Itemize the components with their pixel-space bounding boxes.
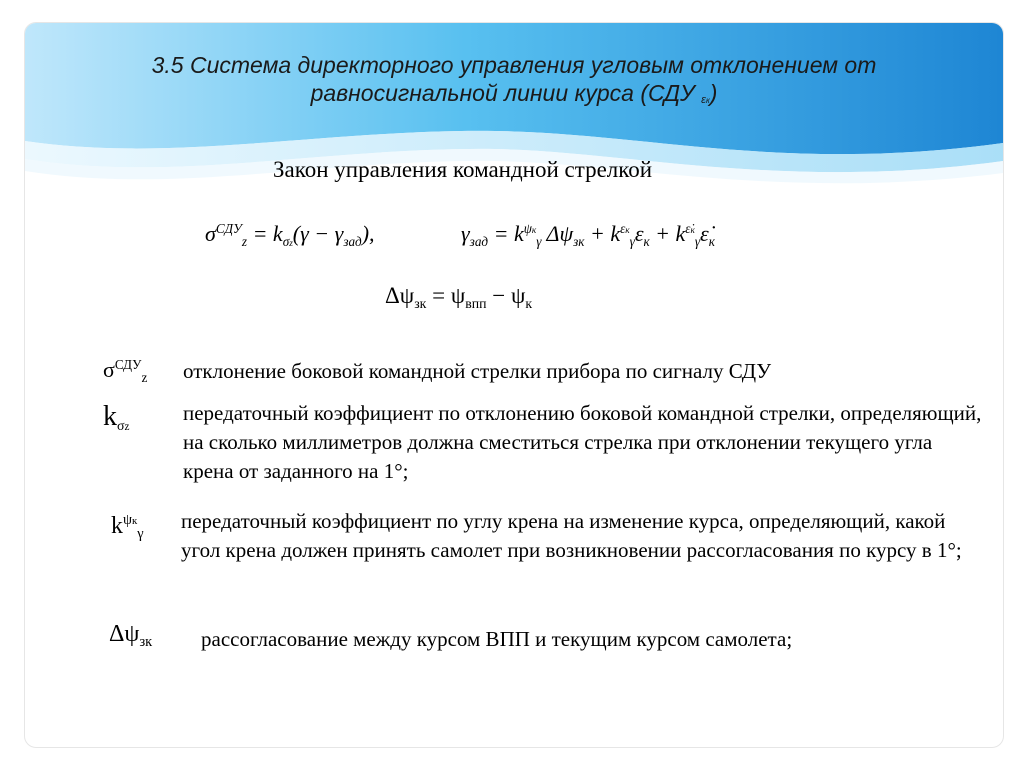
f1-sigma-sub: z <box>241 233 248 249</box>
f2-zad: зад <box>469 233 489 249</box>
def2-sym-main: k <box>103 401 117 432</box>
definition-text-sigma: отклонение боковой командной стрелки прибора по сигналу СДУ <box>183 359 772 383</box>
f2-k1-sup-sub: к <box>531 225 537 236</box>
f2-gamma: γ <box>461 221 470 246</box>
f2-k1-sup: ψ <box>523 221 532 237</box>
f2-k3-sup: ε̇ <box>685 221 691 237</box>
f3-minus: − ψ <box>486 283 526 308</box>
f1-sigma: σ <box>205 221 216 246</box>
f1-eq: = <box>247 221 273 246</box>
formula-delta-psi <box>385 283 532 309</box>
def1-sym-main: σ <box>103 357 115 382</box>
title-close-paren: ) <box>709 80 718 106</box>
f2-eps-dot: ε̇ <box>700 221 709 246</box>
f2-k3-sub: γ <box>694 233 701 249</box>
f2-plus2: + <box>649 221 676 246</box>
definition-symbol-sigma <box>103 357 147 383</box>
f2-k2-sup: ε <box>620 221 626 237</box>
f1-sigma-sup: СДУ <box>215 221 242 237</box>
definition-symbol-k-sigma <box>103 401 130 433</box>
f2-dpsi: Δψ <box>541 221 574 246</box>
def3-sym-sup: ψ <box>123 512 133 529</box>
definition-text-k-sigma: передаточный коэффициент по отклонению боковой командной стрелки, определяющий, на сколько миллиметров должна сместиться стрелка при отклонении текущего угла крена от заданного на 1°; <box>183 401 982 483</box>
def2-sym-sub-sigma: σ <box>117 418 125 434</box>
f2-eps-sub: к <box>643 233 650 249</box>
f2-eq: = <box>488 221 514 246</box>
title-line-2 <box>65 79 963 115</box>
definition-symbol-delta-psi <box>109 621 153 651</box>
def3-sym-sub: γ <box>137 526 144 543</box>
slide-title <box>65 51 963 115</box>
f1-k-sub-z: z <box>289 237 293 248</box>
f2-k3-sup-sub: к <box>690 225 695 236</box>
definition-text-k-gamma: передаточный коэффициент по углу крена на изменение курса, определяющий, какой угол крена должен принять самолет при возникновении рассогласования по курсу в 1°; <box>181 509 962 562</box>
f2-dpsi-sub: зк <box>573 233 585 249</box>
definition-text-delta-psi: рассогласование между курсом ВПП и текущим курсом самолета; <box>201 627 793 651</box>
formula-gamma-zad <box>461 221 715 247</box>
title-line-2-text: равносигнальной линии курса (СДУ <box>310 80 702 106</box>
f2-eps: ε <box>634 221 644 246</box>
f2-k2-sup-sub: к <box>625 225 630 236</box>
f1-zad: зад <box>343 233 362 249</box>
f2-k1: k <box>513 221 524 246</box>
f1-paren-open: (γ − γ <box>292 221 344 246</box>
def4-sym-main: Δψ <box>109 621 140 647</box>
formula-sigma-sdu <box>205 221 375 247</box>
f1-paren-close: ), <box>361 221 375 246</box>
f1-k: k <box>272 221 283 246</box>
f3-vpp: впп <box>465 295 487 311</box>
def3-sym-main: k <box>111 513 123 539</box>
f2-plus1: + <box>584 221 611 246</box>
def2-sym-sub-z: z <box>124 420 130 433</box>
f1-k-sub-sigma: σ <box>282 233 290 249</box>
def1-sym-sup: СДУ <box>114 357 142 373</box>
f3-k-sub: к <box>525 295 533 311</box>
f2-k1-sub: γ <box>536 233 542 249</box>
f2-k2-sub: γ <box>629 233 635 249</box>
f3-eq: = ψ <box>426 283 466 308</box>
title-epsilon: ε <box>701 94 706 106</box>
f3-dpsi: Δψ <box>385 283 415 308</box>
def1-sym-sub: z <box>141 369 148 385</box>
f2-k3: k <box>675 221 686 246</box>
f3-dpsi-sub: зк <box>414 295 427 311</box>
title-epsilon-subscript: к <box>705 96 710 105</box>
title-line-1: 3.5 Система директорного управления угловым отклонением от <box>151 52 877 78</box>
definition-symbol-k-gamma <box>111 512 144 543</box>
slide <box>24 22 1004 748</box>
f2-eps-dot-sub: к <box>708 233 715 249</box>
def4-sym-sub: зк <box>139 634 153 651</box>
def3-sym-sup-sub: к <box>132 515 138 528</box>
f2-k2: k <box>610 221 621 246</box>
control-law-heading: Закон управления командной стрелкой <box>273 157 653 182</box>
